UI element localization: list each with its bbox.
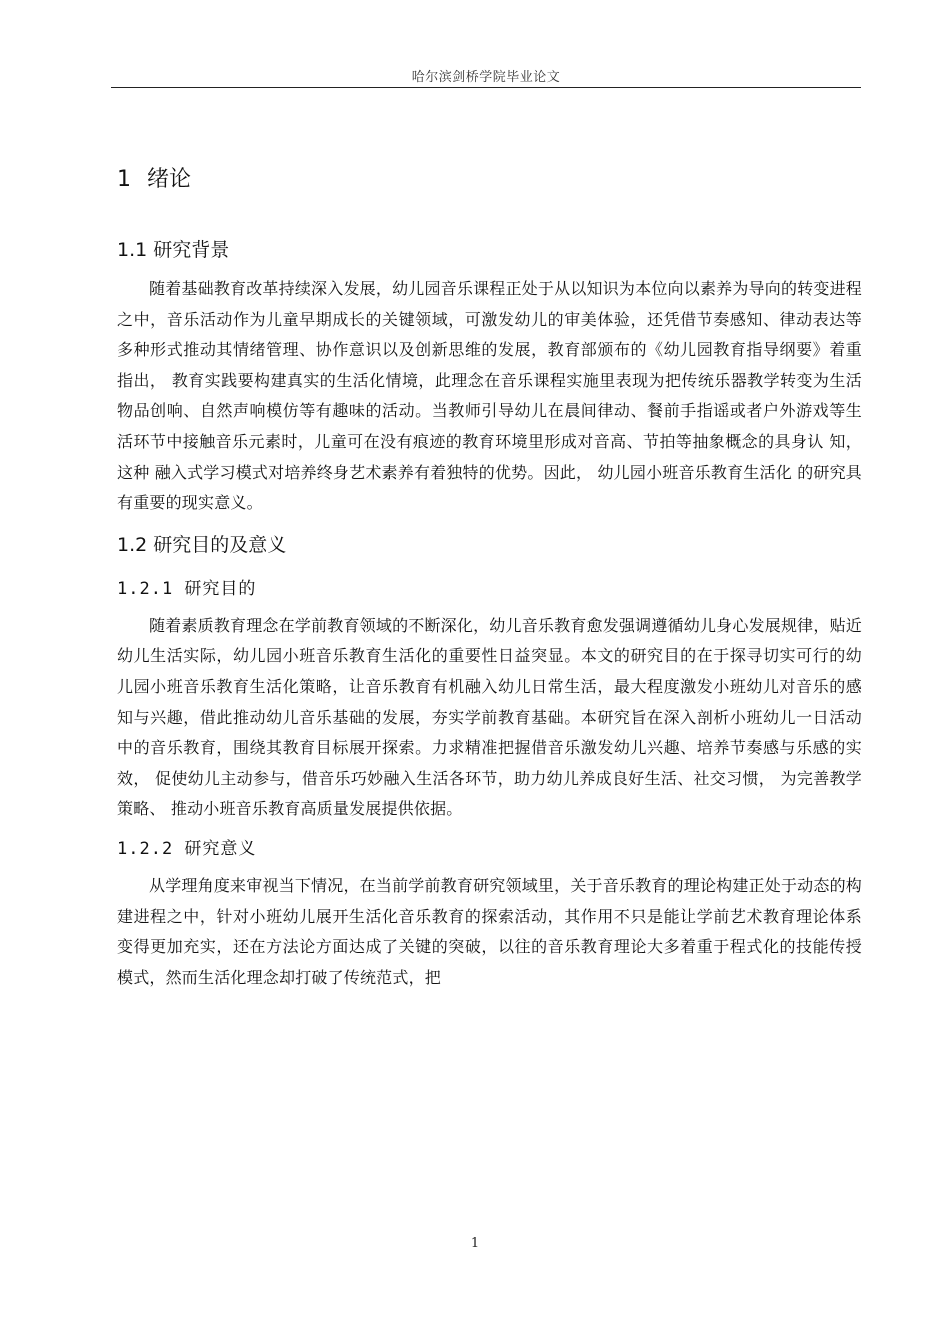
running-header: 哈尔滨剑桥学院毕业论文 [411,70,561,85]
chapter-title: 绪论 [147,167,192,192]
page-content [117,160,862,997]
section-heading-1-1: 1.1 研究背景 [117,239,230,261]
paragraph-research-background: 随着基础教育改革持续深入发展，幼儿园音乐课程正处于从以知识为本位向以素养为导向的转变进程之中，音乐活动作为儿童早期成长的关键领域，可激发幼儿的审美体验，还凭借节奏感知、律动表达等多种形式推动其情绪管理、协作意识以及创新思维的发展，教育部颁布的《幼儿园教育指导纲要》着重指出， 教育实践要构建真实的生活化情境，此理念在音乐课程实施里表现为把传统乐器教学转变为生活物品创响、自然声响模仿等有趣味的活动。当教师引导幼儿在晨间律动、餐前手指谣或者户外游戏等生活环节中接触音乐元素时，儿童可在没有痕迹的教育环境里形成对音高、节拍等抽象概念的具身认 知， 这种 融入式学习模式对培养终身艺术素养有着独特的优势。因此， 幼儿园小班音乐教育生活化 的研究具有重要的现实意义。 [117,279,862,513]
subsection-heading-1-2-1: 1.2.1 研究目的 [117,578,257,599]
subsection-heading-1-2-2: 1.2.2 研究意义 [117,838,257,859]
paragraph-research-purpose: 随着素质教育理念在学前教育领域的不断深化，幼儿音乐教育愈发强调遵循幼儿身心发展规律，贴近幼儿生活实际，幼儿园小班音乐教育生活化的重要性日益突显。本文的研究目的在于探寻切实可行的幼儿园小班音乐教育生活化策略，让音乐教育有机融入幼儿日常生活，最大程度激发小班幼儿对音乐的感知与兴趣，借此推动幼儿音乐基础的发展，夯实学前教育基础。本研究旨在深入剖析小班幼儿一日活动中的音乐教育，围绕其教育目标展开探索。力求精准把握借音乐激发幼儿兴趣、培养节奏感与乐感的实效， 促使幼儿主动参与，借音乐巧妙融入生活各环节，助力幼儿养成良好生活、社交习惯， 为完善教学 策略、 推动小班音乐教育高质量发展提供依据。 [117,615,862,819]
page-number: 1 [470,1236,480,1251]
section-heading-1-2: 1.2 研究目的及意义 [117,533,287,556]
paragraph-research-significance: 从学理角度来审视当下情况，在当前学前教育研究领域里，关于音乐教育的理论构建正处于动态的构建进程之中，针对小班幼儿展开生活化音乐教育的探索活动，其作用不只是能让学前艺术教育理论体系变得更加充实，还在方法论方面达成了关键的突破，以往的音乐教育理论大多着重于程式化的技能传授模式，然而生活化理念却打破了传统范式，把 [117,875,862,987]
header-rule [111,87,861,88]
chapter-number: 1 [117,167,131,192]
chapter-heading [117,160,862,200]
